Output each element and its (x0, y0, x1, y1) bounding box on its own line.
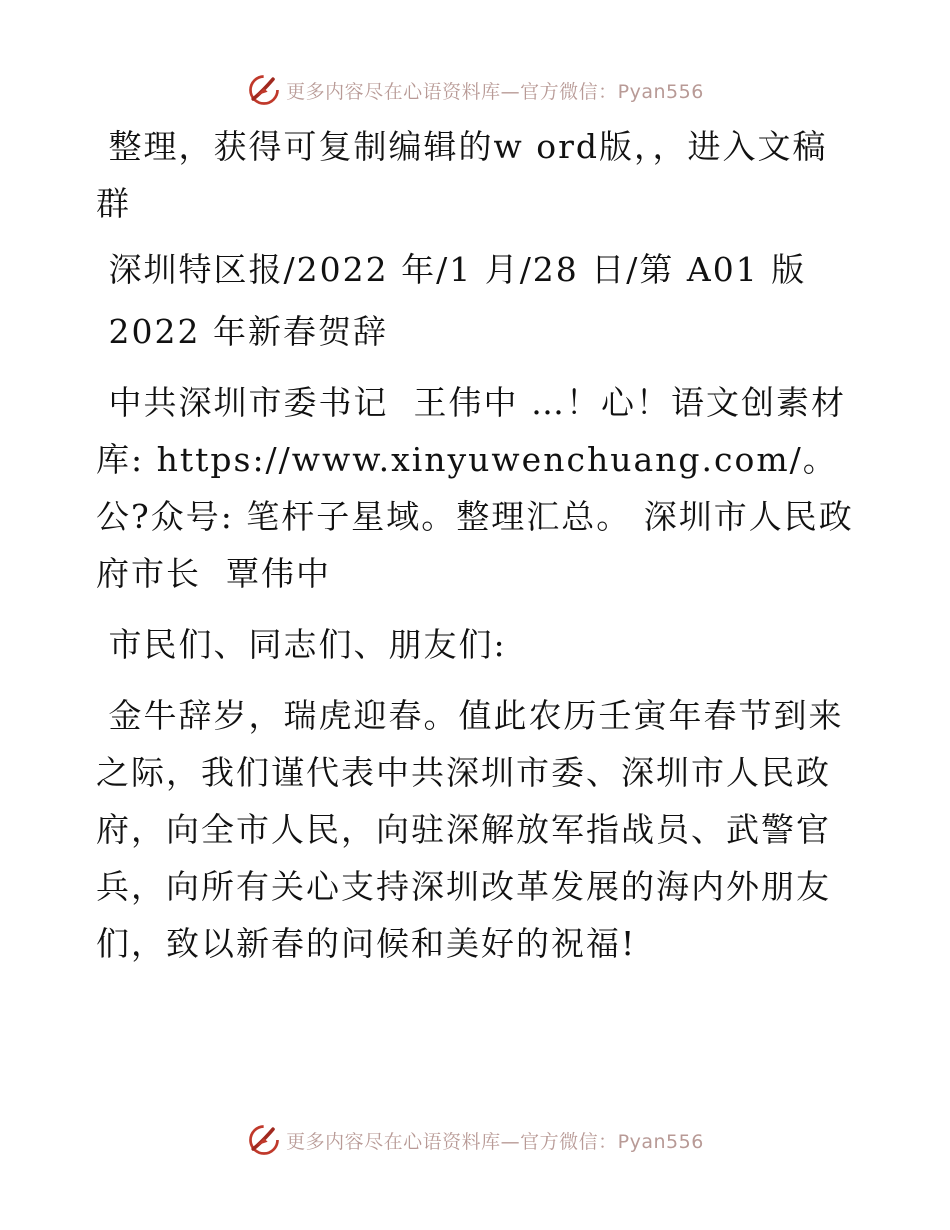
watermark-text: 更多内容尽在心语资料库—官方微信：Pyan556 (286, 1130, 704, 1153)
footer-watermark (0, 1120, 950, 1160)
body-paragraph: 金牛辞岁，瑞虎迎春。值此农历壬寅年春节到来之际，我们谨代表中共深圳市委、深圳市人民政府，向全市人民，向驻深解放军指战员、武警官兵，向所有关心支持深圳改革发展的海内外朋友们，致以新春的问候和美好的祝福! (96, 696, 844, 963)
watermark-text: 更多内容尽在心语资料库—官方微信：Pyan556 (286, 80, 704, 103)
pen-swirl-logo-icon (246, 1122, 282, 1158)
author-line: 中共深圳市委书记 王伟中 …！心！语文创素材库: https://www.xinyuwenchuang.com/。公?众号: 笔杆子星域。整理汇总。 深圳市人民政府市长 覃伟中 (96, 383, 854, 593)
article-title: 2022 年新春贺辞 (96, 312, 388, 351)
source-line: 深圳特区报/2022 年/1 月/28 日/第 A01 版 (96, 250, 807, 289)
intro-line: 整理，获得可复制编辑的w ord版，，进入文稿群 (96, 127, 828, 223)
document-body (96, 118, 856, 972)
pen-swirl-logo-icon (246, 72, 282, 108)
salutation: 市民们、同志们、朋友们: (96, 625, 507, 664)
header-watermark (0, 70, 950, 110)
